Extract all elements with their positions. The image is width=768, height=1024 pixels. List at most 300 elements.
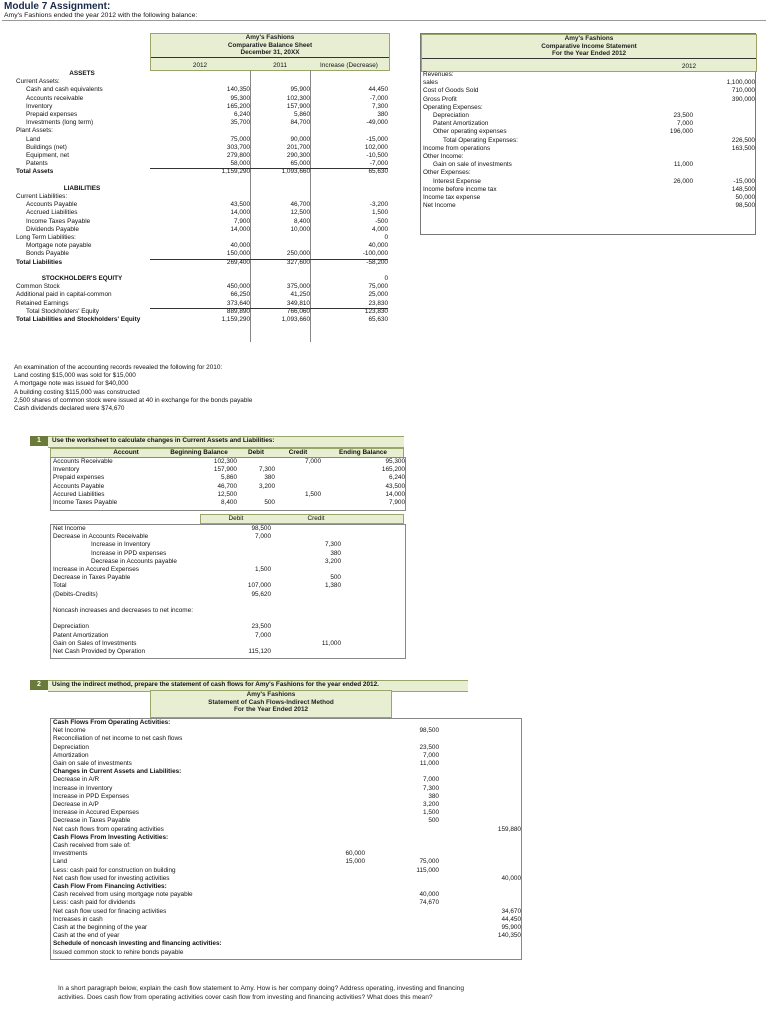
balance-sheet-row bbox=[14, 185, 388, 193]
row-label: Cash and cash equivalents bbox=[26, 86, 103, 94]
row-value-b: 74,670 bbox=[419, 899, 439, 907]
row-label: Net Income bbox=[53, 525, 86, 532]
note-line: An examination of the accounting records revealed the following for 2010: bbox=[14, 364, 223, 371]
balance-sheet-row bbox=[14, 119, 388, 127]
header-credit: Credit bbox=[307, 515, 325, 522]
note-line: Land costing $15,000 was sold for $15,000 bbox=[14, 372, 136, 380]
row-value-c: 123,830 bbox=[364, 307, 388, 315]
balance-sheet-row bbox=[14, 111, 388, 119]
income-statement-row bbox=[421, 178, 755, 186]
row-label: Cash received from sale of: bbox=[53, 842, 131, 849]
worksheet-row bbox=[51, 458, 405, 466]
balance-sheet-company: Amy's Fashions bbox=[245, 34, 295, 41]
row-value-c: -500 bbox=[375, 217, 388, 225]
row-beginning: 5,860 bbox=[221, 474, 237, 482]
row-value-c: 0 bbox=[384, 275, 388, 282]
row-debit: 7,000 bbox=[255, 533, 271, 541]
row-credit: 380 bbox=[330, 549, 341, 557]
row-label: Income from operations bbox=[423, 144, 491, 152]
row-value-b: 7,000 bbox=[423, 776, 439, 784]
row-value-b: 90,000 bbox=[290, 135, 310, 143]
income-statement-header bbox=[421, 34, 757, 72]
row-value-b: 23,500 bbox=[419, 743, 439, 751]
row-credit: 1,500 bbox=[305, 490, 321, 498]
debit-credit-row bbox=[51, 599, 405, 607]
balance-sheet-row bbox=[14, 234, 388, 242]
row-value-b: 10,000 bbox=[290, 225, 310, 233]
row-value-a: 75,000 bbox=[230, 135, 250, 143]
row-value-b: 3,200 bbox=[423, 801, 439, 808]
cash-flow-row bbox=[51, 850, 521, 858]
debit-credit-header bbox=[200, 514, 404, 524]
income-statement-row bbox=[421, 112, 755, 120]
cash-flow-company: Amy's Fashions bbox=[246, 691, 296, 698]
row-value-c: 1,500 bbox=[372, 209, 388, 217]
row-label: Cash Flows From Investing Activities: bbox=[53, 833, 169, 841]
balance-sheet-row bbox=[14, 209, 388, 217]
row-label: Patent Amortization bbox=[433, 120, 489, 128]
row-debit: 500 bbox=[264, 499, 275, 506]
cash-flow-period: For the Year Ended 2012 bbox=[233, 706, 309, 714]
row-label: Investments (long term) bbox=[26, 119, 94, 127]
row-label: Cash Flows From Operating Activities: bbox=[53, 719, 171, 726]
row-ending: 43,500 bbox=[385, 482, 405, 490]
row-label: Net cash flow used for finacing activities bbox=[53, 907, 167, 915]
income-statement-row bbox=[421, 96, 755, 104]
row-value-c: 25,000 bbox=[368, 291, 388, 299]
debit-credit-row bbox=[51, 541, 405, 549]
row-value-b: 1,093,660 bbox=[281, 168, 310, 176]
header-credit: Credit bbox=[288, 449, 308, 456]
cash-flow-row bbox=[51, 875, 521, 883]
row-value-a: 40,000 bbox=[230, 242, 250, 250]
row-label: Accrued Liabilities bbox=[26, 209, 78, 217]
row-label: Current Assets: bbox=[16, 78, 60, 86]
row-label: Bonds Payable bbox=[26, 250, 69, 258]
row-label: Changes in Current Assets and Liabilities: bbox=[53, 768, 182, 776]
cash-flow-row bbox=[51, 719, 521, 727]
row-label: Gain on sale of investments bbox=[53, 760, 132, 767]
row-value-b: 7,300 bbox=[423, 784, 439, 792]
debit-credit-row bbox=[51, 648, 405, 656]
balance-sheet-row bbox=[14, 283, 388, 291]
income-statement-name: Comparative Income Statement bbox=[541, 42, 637, 50]
row-value-a: 7,900 bbox=[234, 217, 250, 225]
row-value-b: 40,000 bbox=[419, 891, 439, 899]
row-label: Accounts receivable bbox=[26, 94, 84, 102]
row-value-c: 0 bbox=[384, 234, 388, 241]
balance-sheet-row bbox=[14, 300, 388, 308]
header-ending: Ending Balance bbox=[339, 449, 387, 456]
row-label: (Debits-Credits) bbox=[53, 590, 98, 598]
income-statement-row bbox=[421, 145, 755, 153]
row-value-c: 95,900 bbox=[501, 924, 521, 931]
row-value-a: 889,890 bbox=[226, 307, 250, 315]
row-value-b: 7,000 bbox=[423, 751, 439, 759]
cash-flow-row bbox=[51, 793, 521, 801]
row-value-b: 250,000 bbox=[250, 250, 310, 259]
row-value-a: 373,640 bbox=[150, 300, 250, 309]
debit-credit-row bbox=[51, 533, 405, 541]
row-value-b: 375,000 bbox=[286, 283, 310, 291]
row-value-a: 150,000 bbox=[150, 250, 250, 259]
cash-flow-row bbox=[51, 776, 521, 784]
row-debit: 95,620 bbox=[251, 590, 271, 598]
row-value-b: 115,000 bbox=[416, 866, 439, 874]
row-value-c: 75,000 bbox=[368, 283, 388, 291]
row-value-a: 43,500 bbox=[230, 201, 250, 209]
row-value-b: 148,500 bbox=[731, 185, 755, 193]
row-value-b: 710,000 bbox=[731, 87, 755, 95]
income-statement-period: For the Year Ended 2012 bbox=[422, 50, 756, 59]
row-value-b: 157,900 bbox=[286, 102, 310, 110]
row-label: Long Term Liabilities: bbox=[16, 234, 76, 241]
balance-sheet-row bbox=[14, 78, 388, 86]
balance-sheet-row bbox=[14, 86, 388, 94]
row-value-a: 14,000 bbox=[230, 209, 250, 217]
row-value-b: 102,300 bbox=[286, 94, 310, 102]
income-statement-row bbox=[421, 202, 755, 210]
cash-flow-row bbox=[51, 785, 521, 793]
row-label: Issued common stock to rehire bonds payable bbox=[53, 948, 184, 956]
row-beginning: 8,400 bbox=[221, 499, 237, 506]
row-credit: 3,200 bbox=[325, 557, 341, 565]
cash-flow-row bbox=[51, 809, 521, 817]
row-label: Accounts Receivable bbox=[53, 458, 113, 465]
worksheet-row bbox=[51, 466, 405, 474]
row-value-c: -7,000 bbox=[369, 94, 388, 102]
income-statement-row bbox=[421, 104, 755, 112]
worksheet-row bbox=[51, 491, 405, 499]
row-value-c: -100,000 bbox=[310, 250, 388, 259]
row-value-a: 95,300 bbox=[230, 94, 250, 102]
row-label: Depreciation bbox=[53, 623, 89, 631]
row-value-b: 98,500 bbox=[735, 202, 755, 210]
row-value-b: 8,400 bbox=[294, 217, 310, 225]
column-2011: 2011 bbox=[273, 62, 287, 69]
row-credit: 7,300 bbox=[325, 541, 341, 549]
row-value-b: 766,060 bbox=[286, 307, 310, 315]
row-value-a: 15,000 bbox=[345, 858, 365, 866]
header-account: Account bbox=[113, 449, 139, 456]
cash-flow-name: Statement of Cash Flows-Indirect Method bbox=[208, 698, 334, 706]
balance-sheet-row bbox=[14, 308, 388, 316]
cash-flow-row bbox=[51, 949, 521, 957]
debit-credit-row bbox=[51, 566, 405, 574]
row-value-c: 65,630 bbox=[368, 168, 388, 176]
cash-flow-row bbox=[51, 727, 521, 735]
row-label: Cash at the beginning of the year bbox=[53, 924, 148, 931]
row-value-b: 84,700 bbox=[290, 119, 310, 127]
row-label: Net cash flows from operating activities bbox=[53, 825, 164, 833]
income-statement-row bbox=[421, 71, 755, 79]
cash-flow-row bbox=[51, 817, 521, 825]
header-beginning: Beginning Balance bbox=[170, 449, 228, 456]
row-value-c: 40,000 bbox=[501, 874, 521, 882]
row-beginning: 102,300 bbox=[213, 458, 237, 465]
income-statement-row bbox=[421, 169, 755, 177]
debit-credit-row bbox=[51, 607, 405, 615]
row-ending: 7,900 bbox=[389, 499, 405, 506]
cash-flow-row bbox=[51, 899, 521, 907]
row-value-a: 1,159,290 bbox=[221, 316, 250, 323]
row-value-c: -10,500 bbox=[366, 152, 388, 159]
row-label: Patent Amortization bbox=[53, 631, 109, 639]
row-label: Depreciation bbox=[433, 112, 469, 119]
row-debit: 107,000 bbox=[247, 582, 271, 590]
worksheet-body bbox=[50, 457, 406, 511]
row-label: Cost of Goods Sold bbox=[423, 87, 479, 95]
balance-sheet-row bbox=[14, 201, 388, 209]
row-value-b: 50,000 bbox=[735, 194, 755, 201]
row-label: Noncash increases and decreases to net income: bbox=[53, 607, 193, 614]
row-label: Inventory bbox=[53, 466, 80, 474]
debit-credit-row bbox=[51, 623, 405, 631]
row-label: Mortgage note payable bbox=[26, 242, 92, 250]
header-debit: Debit bbox=[248, 449, 264, 456]
page-title: Module 7 Assignment: bbox=[4, 1, 111, 12]
row-debit: 1,500 bbox=[255, 566, 271, 573]
balance-sheet-row bbox=[14, 226, 388, 234]
row-label: Buildings (net) bbox=[26, 143, 67, 151]
row-label: Gross Profit bbox=[423, 95, 457, 103]
row-label: ASSETS bbox=[69, 70, 95, 77]
cash-flow-row bbox=[51, 858, 521, 866]
balance-sheet bbox=[14, 33, 388, 345]
cash-flow-row bbox=[51, 826, 521, 834]
row-credit: 1,380 bbox=[325, 582, 341, 590]
row-debit: 98,500 bbox=[251, 525, 271, 532]
income-statement-row bbox=[421, 137, 755, 145]
note-line: Cash dividends declared were $74,670 bbox=[14, 405, 125, 413]
income-statement-row bbox=[421, 186, 755, 194]
balance-sheet-row bbox=[14, 168, 388, 176]
row-value-b: 349,810 bbox=[250, 300, 310, 309]
page-subtitle: Amy's Fashions ended the year 2012 with the following balance: bbox=[4, 12, 198, 19]
row-label: sales bbox=[423, 79, 438, 87]
row-label: Increase in Accured Expenses bbox=[53, 809, 139, 817]
balance-sheet-row bbox=[14, 103, 388, 111]
cash-flow-row bbox=[51, 867, 521, 875]
row-value-c: -49,000 bbox=[366, 119, 388, 127]
row-value-a: 196,000 bbox=[669, 128, 693, 136]
row-label: Revenues: bbox=[423, 71, 454, 78]
row-value-c: 44,450 bbox=[368, 86, 388, 94]
row-label: Land bbox=[26, 135, 41, 143]
row-value-b: 46,700 bbox=[290, 201, 310, 209]
row-value-c: 44,450 bbox=[501, 915, 521, 923]
row-label: Decrease in A/R bbox=[53, 776, 100, 784]
row-value-a: 11,000 bbox=[673, 161, 693, 169]
row-value-b: 65,000 bbox=[250, 160, 310, 169]
row-label: Increase in Accured Expenses bbox=[53, 566, 139, 573]
row-label: Total bbox=[53, 582, 67, 590]
income-statement bbox=[420, 33, 756, 235]
row-label: Net Cash Provided by Operation bbox=[53, 648, 146, 655]
row-label: Decrease in A/P bbox=[53, 801, 99, 808]
income-statement-row bbox=[421, 120, 755, 128]
row-label: Depreciation bbox=[53, 743, 89, 751]
balance-sheet-name: Comparative Balance Sheet bbox=[227, 41, 313, 49]
row-label: Investments bbox=[53, 850, 88, 858]
question-prompt: In a short paragraph below, explain the cash flow statement to Amy. How is her company doing? Address operating, investing and financing activities. Does cash flow from operating activities cover cash flow from investing and financing activities? What does this mean? bbox=[58, 985, 464, 1001]
row-value-c: -3,200 bbox=[369, 201, 388, 209]
row-credit: 11,000 bbox=[321, 639, 341, 647]
row-value-a: 279,800 bbox=[226, 152, 250, 159]
column-2012: 2012 bbox=[681, 63, 697, 70]
debit-credit-row bbox=[51, 582, 405, 590]
balance-sheet-row bbox=[14, 193, 388, 201]
row-label: Dividends Payable bbox=[26, 225, 79, 233]
row-label: Other Expenses: bbox=[423, 169, 471, 177]
row-value-c: 102,000 bbox=[364, 143, 388, 151]
cash-flow-row bbox=[51, 940, 521, 948]
balance-sheet-date: December 31, 20XX bbox=[151, 49, 389, 58]
row-value-a: 26,000 bbox=[673, 177, 693, 185]
row-value-a: 35,700 bbox=[230, 119, 250, 127]
row-beginning: 46,700 bbox=[217, 482, 237, 490]
balance-sheet-row bbox=[14, 218, 388, 226]
row-debit: 380 bbox=[264, 474, 275, 482]
row-label: Inventory bbox=[26, 102, 53, 110]
row-value-c: 4,000 bbox=[372, 225, 388, 233]
title-divider bbox=[2, 20, 766, 21]
balance-sheet-row bbox=[14, 291, 388, 299]
row-label: Total Liabilities and Stockholders' Equity bbox=[16, 316, 141, 323]
debit-credit-row bbox=[51, 615, 405, 623]
row-value-a: 6,240 bbox=[234, 111, 250, 118]
row-label: Less: cash paid for dividends bbox=[53, 899, 136, 907]
row-label: STOCKHOLDER'S EQUITY bbox=[41, 275, 123, 282]
note-line: A building costing $115,000 was constructed bbox=[14, 388, 140, 396]
row-value-b: 11,000 bbox=[419, 760, 439, 767]
row-label: Increase in Inventory bbox=[91, 541, 151, 549]
row-label: Increases in cash bbox=[53, 915, 103, 923]
row-ending: 95,300 bbox=[385, 458, 405, 465]
row-value-b: 98,500 bbox=[419, 727, 439, 735]
row-value-c: 23,830 bbox=[310, 300, 388, 309]
balance-sheet-row bbox=[14, 250, 388, 258]
balance-sheet-row bbox=[14, 177, 388, 185]
balance-sheet-row bbox=[14, 242, 388, 250]
row-value-c: 140,350 bbox=[497, 932, 521, 940]
balance-sheet-row bbox=[14, 127, 388, 135]
row-label: Decrease in Taxes Payable bbox=[53, 574, 131, 582]
row-label: Additional paid in capital-common bbox=[16, 291, 112, 299]
row-value-b: 12,500 bbox=[290, 209, 310, 217]
section-2-title: Using the indirect method, prepare the statement of cash flows for Amy's Fashions for the year ended 2012. bbox=[52, 681, 379, 688]
row-label: Decrease in Accounts payable bbox=[91, 557, 177, 565]
row-label: Gain on Sales of Investments bbox=[53, 639, 137, 647]
note-line: 2,500 shares of common stock were issued at 40 in exchange for the bonds payable bbox=[14, 396, 253, 404]
row-label: Patents bbox=[26, 160, 48, 168]
income-statement-row bbox=[421, 79, 755, 87]
row-label: Common Stock bbox=[16, 283, 60, 291]
row-debit: 23,500 bbox=[251, 623, 271, 631]
row-value-a: 7,000 bbox=[677, 120, 693, 128]
balance-sheet-row bbox=[14, 275, 388, 283]
row-label: Interest Expense bbox=[433, 177, 481, 185]
row-label: Retained Earnings bbox=[16, 299, 69, 307]
row-value-a: 269,400 bbox=[226, 258, 250, 266]
debit-credit-row bbox=[51, 640, 405, 648]
income-statement-row bbox=[421, 153, 755, 161]
row-label: Accounts Payable bbox=[26, 201, 78, 209]
row-label: Decrease in Taxes Payable bbox=[53, 817, 131, 825]
column-change: Increase (Decrease) bbox=[320, 62, 378, 69]
cash-flow-header bbox=[150, 690, 392, 718]
row-label: Accured Liabilities bbox=[53, 490, 105, 498]
debit-credit-body bbox=[50, 524, 406, 659]
row-label: Prepaid expenses bbox=[53, 474, 105, 482]
row-value-a: 303,700 bbox=[226, 143, 250, 151]
row-value-b: 327,600 bbox=[286, 258, 310, 266]
cash-flow-row bbox=[51, 924, 521, 932]
row-value-b: 1,500 bbox=[423, 809, 439, 817]
cash-flow-row bbox=[51, 752, 521, 760]
cash-flow-row bbox=[51, 932, 521, 940]
row-value-b: 290,300 bbox=[286, 152, 310, 159]
cash-flow-row bbox=[51, 883, 521, 891]
row-value-b: 226,500 bbox=[731, 136, 755, 144]
income-statement-row bbox=[421, 194, 755, 202]
row-label: Gain on sale of investments bbox=[433, 161, 512, 169]
debit-credit-row bbox=[51, 591, 405, 599]
cash-flow-statement bbox=[50, 718, 522, 960]
row-value-a: 14,000 bbox=[230, 225, 250, 233]
row-value-b: 500 bbox=[428, 817, 439, 825]
cash-flow-row bbox=[51, 916, 521, 924]
row-ending: 14,000 bbox=[385, 490, 405, 498]
row-debit: 3,200 bbox=[259, 482, 275, 490]
row-label: Total Liabilities bbox=[16, 258, 63, 266]
row-label: Cash at the end of year bbox=[53, 932, 120, 940]
section-1-title: Use the worksheet to calculate changes in Current Assets and Liabilities: bbox=[52, 437, 275, 444]
row-label: Plant Assets: bbox=[16, 127, 53, 135]
row-value-c: 380 bbox=[377, 111, 388, 118]
row-value-c: 34,670 bbox=[501, 907, 521, 915]
row-value-a: 58,000 bbox=[150, 160, 250, 169]
row-value-a: 165,200 bbox=[226, 102, 250, 110]
cash-flow-row bbox=[51, 768, 521, 776]
income-statement-row bbox=[421, 87, 755, 95]
cash-flow-row bbox=[51, 760, 521, 768]
row-label: Reconciliation of net income to net cash flows bbox=[53, 735, 183, 743]
row-label: Other operating expenses bbox=[433, 128, 507, 136]
cash-flow-row bbox=[51, 891, 521, 899]
row-value-b: 41,250 bbox=[290, 291, 310, 299]
row-value-b: 201,700 bbox=[286, 143, 310, 151]
row-label: Income before income tax bbox=[423, 185, 497, 193]
row-label: Amortization bbox=[53, 751, 89, 759]
cash-flow-row bbox=[51, 735, 521, 743]
balance-sheet-row bbox=[14, 95, 388, 103]
debit-credit-row bbox=[51, 574, 405, 582]
balance-sheet-row bbox=[14, 316, 388, 324]
income-statement-company: Amy's Fashions bbox=[564, 35, 614, 42]
row-label: Land bbox=[53, 858, 68, 866]
income-statement-row bbox=[421, 161, 755, 169]
row-value-b: 380 bbox=[428, 792, 439, 800]
section-2-badge: 2 bbox=[30, 680, 48, 690]
row-label: Total Stockholders' Equity bbox=[26, 307, 99, 315]
debit-credit-row bbox=[51, 550, 405, 558]
row-label: Schedule of noncash investing and financing activities: bbox=[53, 940, 222, 948]
worksheet-row bbox=[51, 474, 405, 482]
note-line: A mortgage note was issued for $40,000 bbox=[14, 380, 129, 388]
row-value-a: 450,000 bbox=[226, 283, 250, 291]
row-value-c: 159,880 bbox=[497, 825, 521, 833]
